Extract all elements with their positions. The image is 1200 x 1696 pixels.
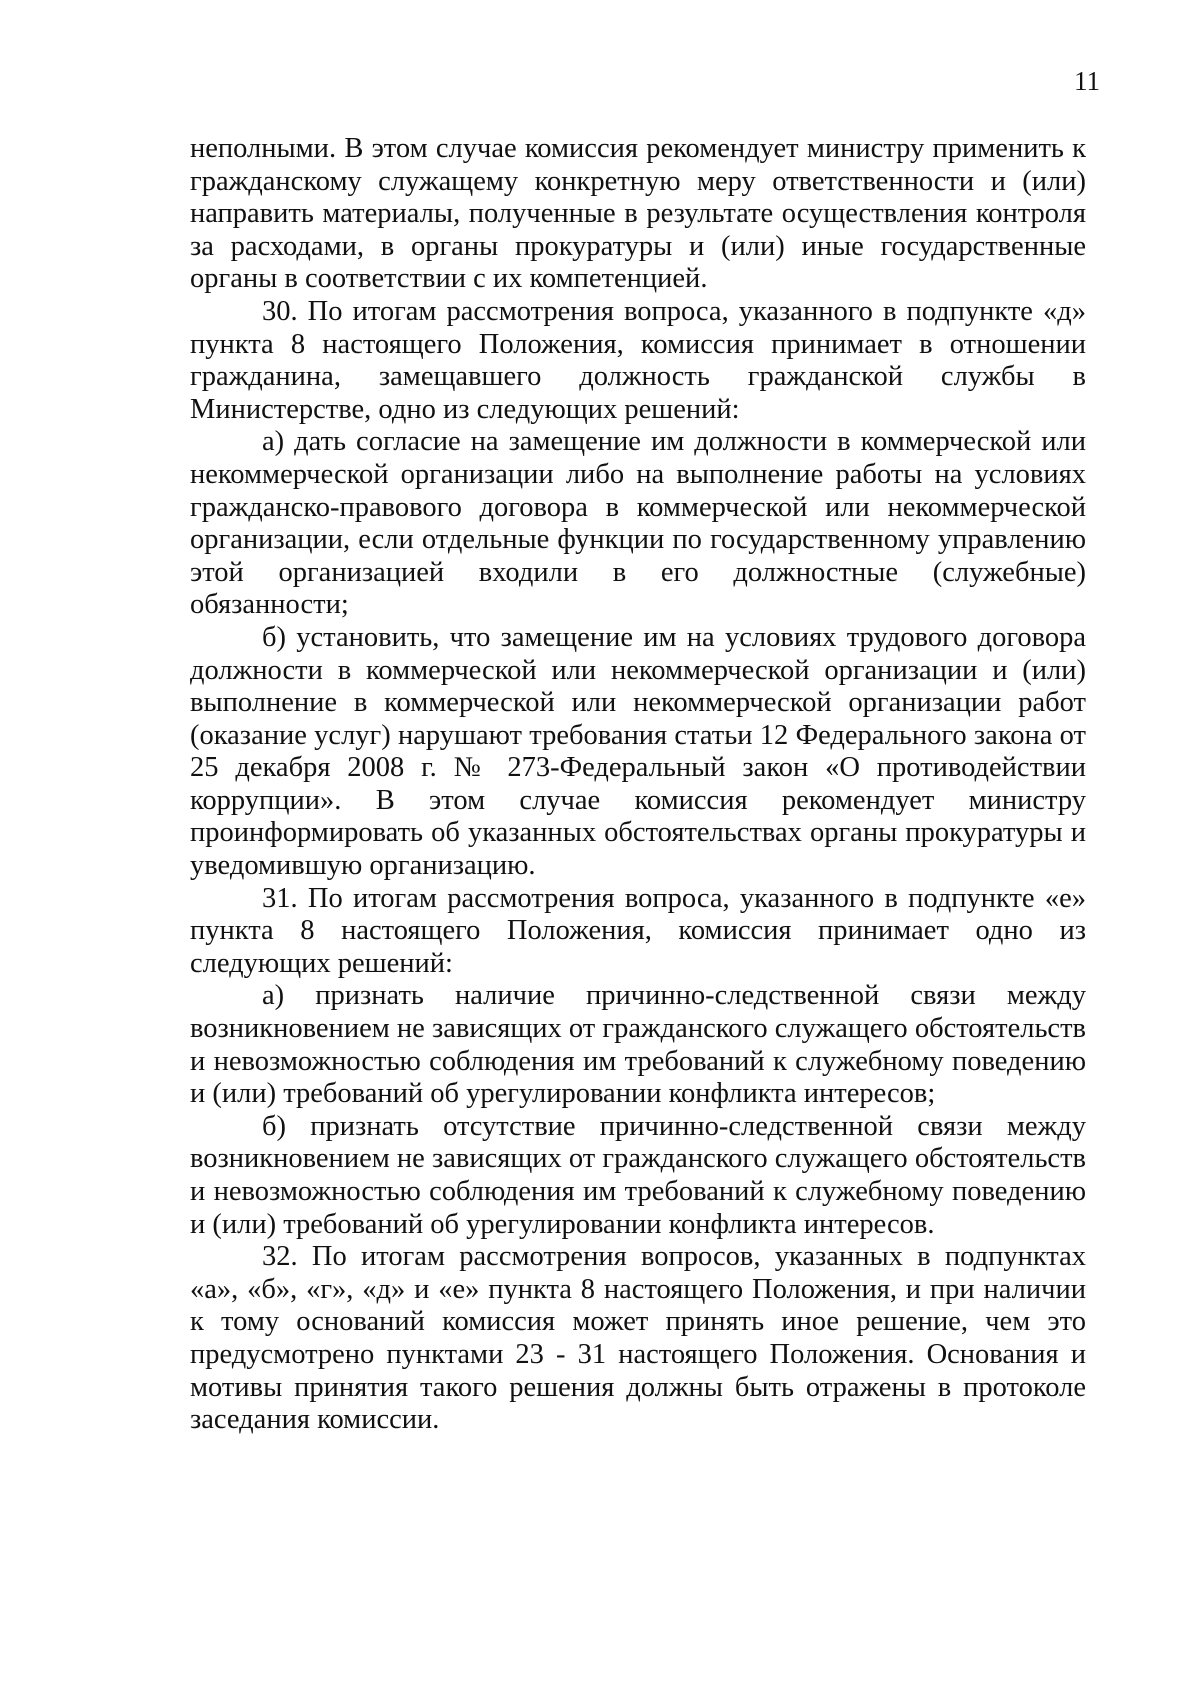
paragraph-continuation: неполными. В этом случае комиссия рекомендует министру применить к гражданскому служащему конкретную меру ответственности и (или) направить материалы, полученные в результате осуществления контроля за расходами, в органы прокуратуры и (или) иные государственные органы в соответствии с их компетенцией. (190, 133, 1086, 295)
paragraph-item-31: 31. По итогам рассмотрения вопроса, указанного в подпункте «е» пункта 8 настоящего Положения, комиссия принимает одно из следующих решений: (190, 882, 1086, 979)
paragraph-item-31-a: а) признать наличие причинно-следственной связи между возникновением не зависящих от гражданского служащего обстоятельств и невозможностью соблюдения им требований к служебному поведению и (или) требований об урегулировании конфликта интересов; (190, 980, 1086, 1110)
paragraph-item-30-a: а) дать согласие на замещение им должности в коммерческой или некоммерческой организации либо на выполнение работы на условиях гражданско-правового договора в коммерческой или некоммерческой организации, если отдельные функции по государственному управлению этой организацией входили в его должностные (служебные) обязанности; (190, 426, 1086, 621)
page-number: 11 (1074, 66, 1100, 96)
paragraph-item-32: 32. По итогам рассмотрения вопросов, указанных в подпунктах «а», «б», «г», «д» и «е» пункта 8 настоящего Положения, и при наличии к тому оснований комиссия может принять иное решение, чем это предусмотрено пунктами 23 - 31 настоящего Положения. Основания и мотивы принятия такого решения должны быть отражены в протоколе заседания комиссии. (190, 1241, 1086, 1436)
document-body (190, 133, 1086, 1437)
paragraph-item-30: 30. По итогам рассмотрения вопроса, указанного в подпункте «д» пункта 8 настоящего Положения, комиссия принимает в отношении гражданина, замещавшего должность гражданской службы в Министерстве, одно из следующих решений: (190, 295, 1086, 425)
paragraph-item-30-b: б) установить, что замещение им на условиях трудового договора должности в коммерческой или некоммерческой организации и (или) выполнение в коммерческой или некоммерческой организации работ (оказание услуг) нарушают требования статьи 12 Федерального закона от 25 декабря 2008 г. № 273-Федеральный закон «О противодействии коррупции». В этом случае комиссия рекомендует министру проинформировать об указанных обстоятельствах органы прокуратуры и уведомившую организацию. (190, 621, 1086, 882)
paragraph-item-31-b: б) признать отсутствие причинно-следственной связи между возникновением не зависящих от гражданского служащего обстоятельств и невозможностью соблюдения им требований к служебному поведению и (или) требований об урегулировании конфликта интересов. (190, 1110, 1086, 1240)
